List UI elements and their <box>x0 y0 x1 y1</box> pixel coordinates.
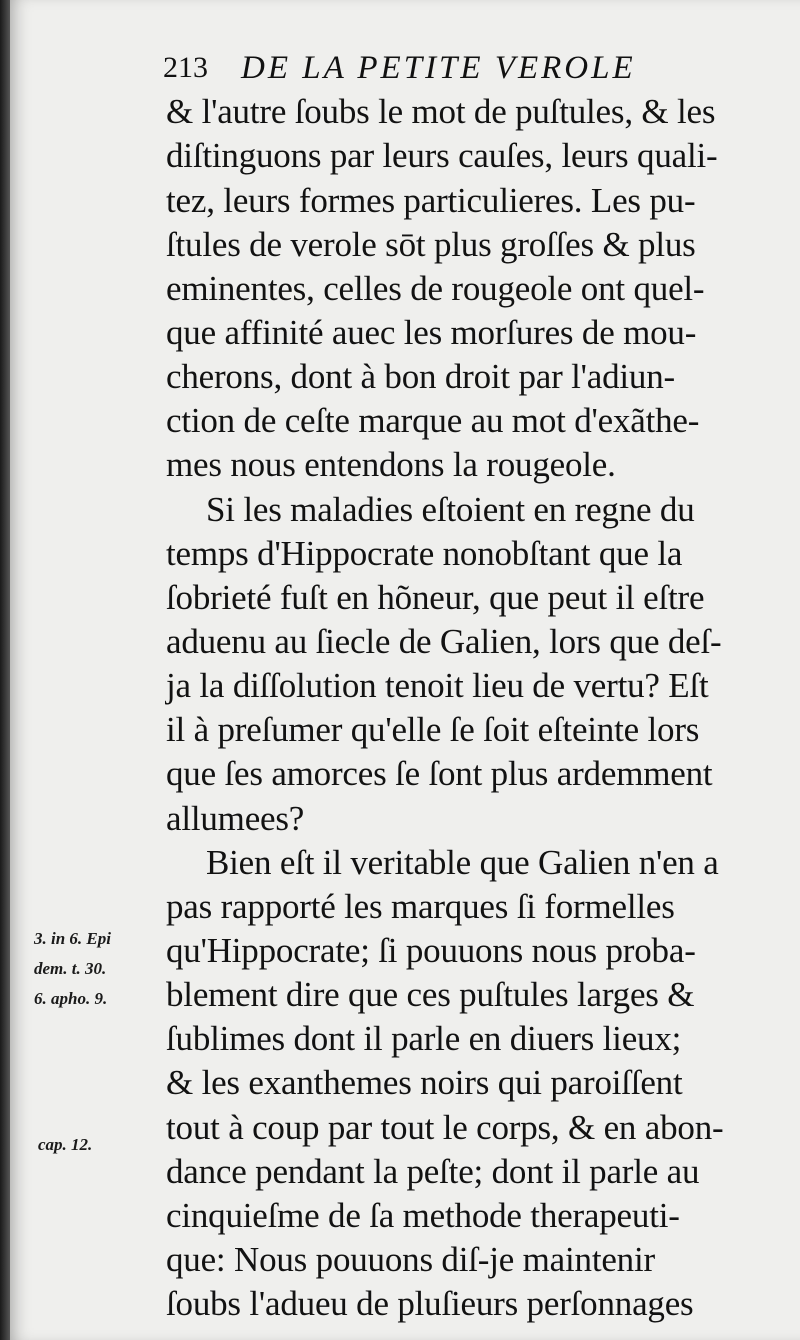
margin-note: dem. t. 30. <box>34 959 107 978</box>
text-line: il à preſumer qu'elle ſe ſoit eſteinte lors <box>166 710 700 749</box>
text-line: que affinité auec les morſures de mou- <box>166 313 697 352</box>
text-line: qu'Hippocrate; ſi pouuons nous proba- <box>166 931 696 970</box>
text-line: pas rapporté les marques ſi formelles <box>166 887 675 926</box>
text-line: allumees? <box>166 799 305 838</box>
running-title: DE LA PETITE VEROLE <box>241 50 636 86</box>
text-line: que ſes amorces ſe ſont plus ardemment <box>166 754 713 793</box>
text-line: mes nous entendons la rougeole. <box>166 445 616 484</box>
text-line: cinquieſme de ſa methode therapeuti- <box>166 1196 680 1235</box>
page-number: 213 <box>163 51 208 84</box>
text-line: eminentes, celles de rougeole ont quel- <box>166 269 705 308</box>
text-line: ction de ceſte marque au mot d'exãthe- <box>166 401 700 440</box>
text-line: ſobrieté fuſt en hõneur, que peut il eſtre <box>166 578 705 617</box>
text-line: ſtules de verole sōt plus groſſes & plus <box>166 225 696 264</box>
text-line: aduenu au ſiecle de Galien, lors que deſ- <box>166 622 722 661</box>
margin-note: cap. 12. <box>38 1135 93 1154</box>
text-line: Bien eſt il veritable que Galien n'en a <box>206 843 719 882</box>
text-line: tout à coup par tout le corps, & en abon- <box>166 1108 724 1147</box>
text-line: blement dire que ces puſtules larges & <box>166 975 695 1014</box>
text-line: que: Nous pouuons diſ-je maintenir <box>166 1240 655 1279</box>
text-line: temps d'Hippocrate nonobſtant que la <box>166 534 683 573</box>
text-line: dance pendant la peſte; dont il parle au <box>166 1152 700 1191</box>
text-line: ja la diſſolution tenoit lieu de vertu? Eſt <box>166 666 709 705</box>
text-line: diſtinguons par leurs cauſes, leurs quali- <box>166 136 718 175</box>
text-line: cherons, dont à bon droit par l'adiun- <box>166 357 675 396</box>
text-line: ſoubs l'adueu de pluſieurs perſonnages <box>166 1284 694 1323</box>
text-line: tez, leurs formes particulieres. Les pu- <box>166 181 696 220</box>
text-line: Si les maladies eſtoient en regne du <box>206 490 695 529</box>
margin-note: 3. in 6. Epi <box>34 929 111 948</box>
text-line: & les exanthemes noirs qui paroiſſent <box>166 1063 683 1102</box>
text-line: & l'autre ſoubs le mot de puſtules, & les <box>166 92 716 131</box>
text-line: ſublimes dont il parle en diuers lieux; <box>166 1019 682 1058</box>
margin-note: 6. apho. 9. <box>34 989 108 1008</box>
